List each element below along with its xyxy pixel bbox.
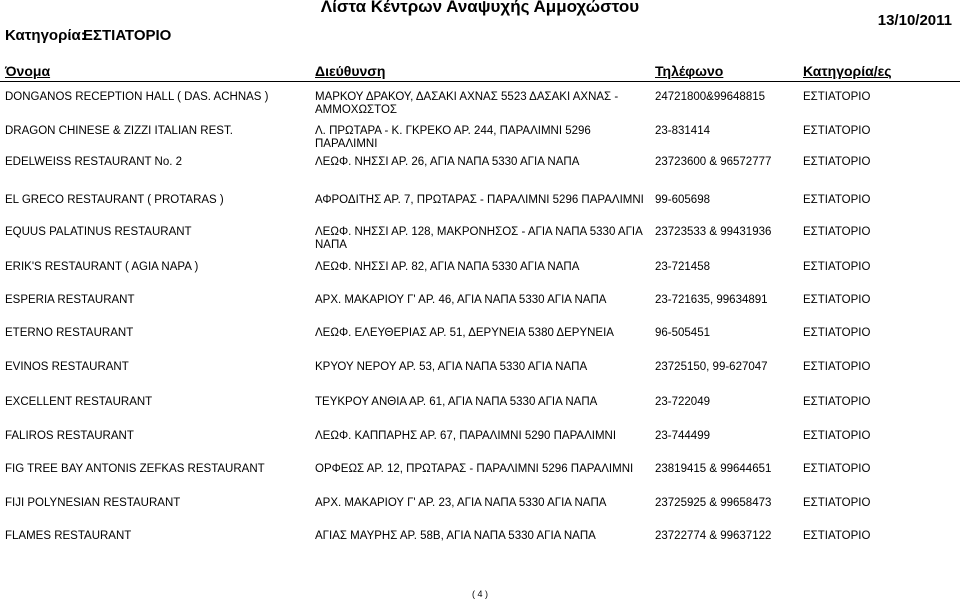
- venue-address: ΛΕΩΦ. ΝΗΣΣΙ ΑΡ. 26, ΑΓΙΑ ΝΑΠΑ 5330 ΑΓΙΑ ΝΑΠΑ: [315, 156, 580, 168]
- venue-address: ΚΡΥΟΥ ΝΕΡΟΥ ΑΡ. 53, ΑΓΙΑ ΝΑΠΑ 5330 ΑΓΙΑ ΝΑΠΑ: [315, 361, 588, 373]
- venue-phone: 23-721635, 99634891: [655, 294, 768, 306]
- venue-category: ΕΣΤΙΑΤΟΡΙΟ: [803, 530, 871, 542]
- venue-phone: 23722774 & 99637122: [655, 530, 772, 542]
- venue-phone: 23819415 & 99644651: [655, 463, 772, 475]
- venue-category: ΕΣΤΙΑΤΟΡΙΟ: [803, 327, 871, 339]
- venue-address: ΜΑΡΚΟΥ ΔΡΑΚΟΥ, ΔΑΣΑΚΙ ΑΧΝΑΣ 5523 ΔΑΣΑΚΙ ΑΧΝΑΣ - ΑΜΜΟΧΩΣΤΟΣ: [315, 91, 619, 116]
- venue-address: ΑΡΧ. ΜΑΚΑΡΙΟΥ Γ' ΑΡ. 46, ΑΓΙΑ ΝΑΠΑ 5330 ΑΓΙΑ ΝΑΠΑ: [315, 294, 607, 306]
- venue-name: FIG TREE BAY ANTONIS ZEFKAS RESTAURANT: [5, 463, 265, 475]
- category-value: ΕΣΤΙΑΤΟΡΙΟ: [83, 27, 172, 44]
- venue-name: ERIK'S RESTAURANT ( AGIA NAPA ): [5, 261, 199, 273]
- venue-name: ETERNO RESTAURANT: [5, 327, 134, 339]
- venue-category: ΕΣΤΙΑΤΟΡΙΟ: [803, 156, 871, 168]
- venue-name: EDELWEISS RESTAURANT No. 2: [5, 156, 183, 168]
- venue-name: DONGANOS RECEPTION HALL ( DAS. ACHNAS ): [5, 91, 269, 103]
- venue-name: FLAMES RESTAURANT: [5, 530, 132, 542]
- venue-name: FALIROS RESTAURANT: [5, 430, 134, 442]
- venue-phone: 23723533 & 99431936: [655, 226, 772, 238]
- venue-name: EL GRECO RESTAURANT ( PROTARAS ): [5, 194, 224, 206]
- column-header-address: Διεύθυνση: [315, 63, 386, 79]
- venue-name: FIJI POLYNESIAN RESTAURANT: [5, 497, 181, 509]
- venue-name: EQUUS PALATINUS RESTAURANT: [5, 226, 192, 238]
- column-header-category: Κατηγορία/ες: [803, 63, 892, 79]
- venue-phone: 23-721458: [655, 261, 710, 273]
- page-title: Λίστα Κέντρων Αναψυχής Αμμοχώστου: [320, 0, 640, 16]
- report-date: 13/10/2011: [877, 12, 952, 29]
- venue-category: ΕΣΤΙΑΤΟΡΙΟ: [803, 463, 871, 475]
- venue-name: EVINOS RESTAURANT: [5, 361, 129, 373]
- venue-address: Λ. ΠΡΩΤΑΡΑ - Κ. ΓΚΡΕΚΟ ΑΡ. 244, ΠΑΡΑΛΙΜΝΙ 5296 ΠΑΡΑΛΙΜΝΙ: [315, 125, 591, 150]
- venue-address: ΛΕΩΦ. ΝΗΣΣΙ ΑΡ. 128, ΜΑΚΡΟΝΗΣΟΣ - ΑΓΙΑ ΝΑΠΑ 5330 ΑΓΙΑ ΝΑΠΑ: [315, 226, 643, 251]
- venue-category: ΕΣΤΙΑΤΟΡΙΟ: [803, 91, 871, 103]
- category-label: Κατηγορία:: [5, 27, 86, 44]
- venue-category: ΕΣΤΙΑΤΟΡΙΟ: [803, 194, 871, 206]
- header-divider: [0, 81, 960, 82]
- column-header-phone: Τηλέφωνο: [655, 63, 724, 79]
- venue-category: ΕΣΤΙΑΤΟΡΙΟ: [803, 361, 871, 373]
- venue-phone: 23723600 & 96572777: [655, 156, 772, 168]
- venue-phone: 23-744499: [655, 430, 710, 442]
- venue-category: ΕΣΤΙΑΤΟΡΙΟ: [803, 226, 871, 238]
- venue-address: ΑΓΙΑΣ ΜΑΥΡΗΣ ΑΡ. 58Β, ΑΓΙΑ ΝΑΠΑ 5330 ΑΓΙΑ ΝΑΠΑ: [315, 530, 596, 542]
- venue-phone: 23-831414: [655, 125, 710, 137]
- page-number: ( 4 ): [471, 589, 488, 599]
- venue-address: ΑΦΡΟΔΙΤΗΣ ΑΡ. 7, ΠΡΩΤΑΡΑΣ - ΠΑΡΑΛΙΜΝΙ 5296 ΠΑΡΑΛΙΜΝΙ: [315, 194, 644, 206]
- venue-name: ESPERIA RESTAURANT: [5, 294, 135, 306]
- venue-category: ΕΣΤΙΑΤΟΡΙΟ: [803, 294, 871, 306]
- venue-address: ΤΕΥΚΡΟΥ ΑΝΘΙΑ ΑΡ. 61, ΑΓΙΑ ΝΑΠΑ 5330 ΑΓΙΑ ΝΑΠΑ: [315, 396, 598, 408]
- venue-category: ΕΣΤΙΑΤΟΡΙΟ: [803, 497, 871, 509]
- venue-phone: 23725925 & 99658473: [655, 497, 772, 509]
- category-heading: [5, 27, 171, 44]
- venue-phone: 23725150, 99-627047: [655, 361, 768, 373]
- venue-address: ΑΡΧ. ΜΑΚΑΡΙΟΥ Γ' ΑΡ. 23, ΑΓΙΑ ΝΑΠΑ 5330 ΑΓΙΑ ΝΑΠΑ: [315, 497, 607, 509]
- venue-phone: 24721800&99648815: [655, 91, 766, 103]
- venue-phone: 99-605698: [655, 194, 710, 206]
- venue-address: ΛΕΩΦ. ΕΛΕΥΘΕΡΙΑΣ ΑΡ. 51, ΔΕΡΥΝΕΙΑ 5380 ΔΕΡΥΝΕΙΑ: [315, 327, 614, 339]
- venue-category: ΕΣΤΙΑΤΟΡΙΟ: [803, 261, 871, 273]
- venue-name: DRAGON CHINESE & ZIZZI ITALIAN REST.: [5, 125, 233, 137]
- venue-category: ΕΣΤΙΑΤΟΡΙΟ: [803, 396, 871, 408]
- venue-address: ΛΕΩΦ. ΚΑΠΠΑΡΗΣ ΑΡ. 67, ΠΑΡΑΛΙΜΝΙ 5290 ΠΑΡΑΛΙΜΝΙ: [315, 430, 617, 442]
- venue-address: ΛΕΩΦ. ΝΗΣΣΙ ΑΡ. 82, ΑΓΙΑ ΝΑΠΑ 5330 ΑΓΙΑ ΝΑΠΑ: [315, 261, 580, 273]
- venue-address: ΟΡΦΕΩΣ ΑΡ. 12, ΠΡΩΤΑΡΑΣ - ΠΑΡΑΛΙΜΝΙ 5296 ΠΑΡΑΛΙΜΝΙ: [315, 463, 634, 475]
- venue-category: ΕΣΤΙΑΤΟΡΙΟ: [803, 125, 871, 137]
- venue-category: ΕΣΤΙΑΤΟΡΙΟ: [803, 430, 871, 442]
- column-header-name: Όνομα: [5, 63, 51, 79]
- venue-phone: 96-505451: [655, 327, 710, 339]
- venue-phone: 23-722049: [655, 396, 710, 408]
- venue-name: EXCELLENT RESTAURANT: [5, 396, 153, 408]
